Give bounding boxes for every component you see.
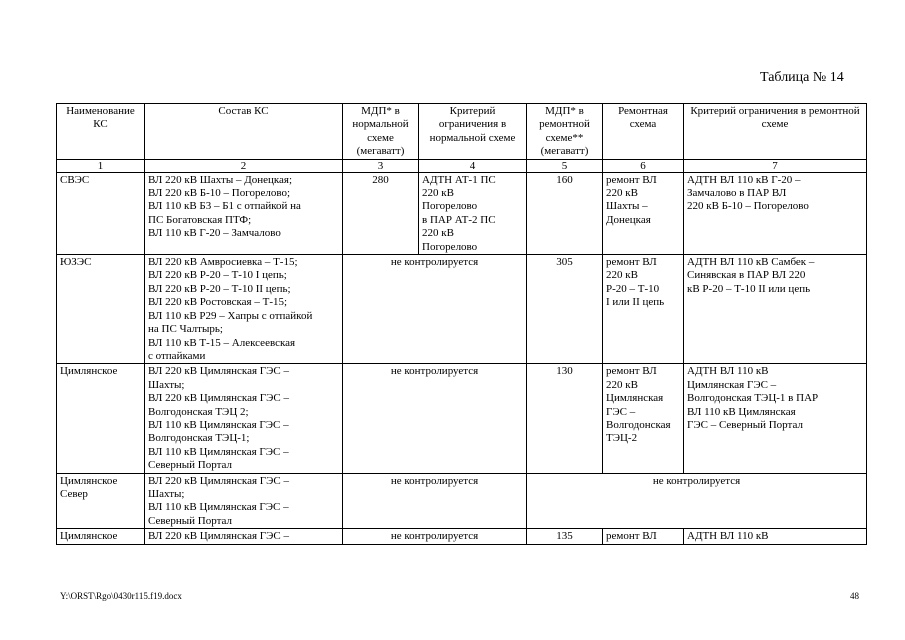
- cell-line: Волгодонская ТЭЦ-1;: [148, 432, 250, 445]
- ks-composition: [145, 473, 343, 529]
- cell-line: Шахты –: [606, 200, 648, 213]
- table-row: [57, 473, 867, 529]
- cell-line: I или II цепь: [606, 296, 665, 309]
- table-row: [57, 364, 867, 473]
- cell-line: ГЭС –: [606, 405, 636, 418]
- repair-scheme: [603, 255, 684, 364]
- ks-composition: [145, 529, 343, 544]
- cell-line: ВЛ 110 кВ Цимлянская ГЭС –: [148, 445, 289, 458]
- criterion-repair: [684, 172, 867, 254]
- cell-line: ТЭЦ-2: [606, 432, 638, 445]
- mdp-repair: 305: [527, 255, 603, 364]
- cell-line: ВЛ 220 кВ Р-20 – Т-10 II цепь;: [148, 282, 291, 295]
- cell-line: Р-20 – Т-10: [606, 282, 660, 295]
- cell-line: кВ Р-20 – Т-10 II или цепь: [687, 282, 811, 295]
- cell-line: ВЛ 110 кВ Т-15 – Алексеевская: [148, 336, 296, 349]
- header-repair-scheme: Ремонтная схема: [603, 104, 684, 160]
- normal-not-controlled: не контролируется: [343, 529, 527, 544]
- cell-line: ВЛ 220 кВ Р-20 – Т-10 I цепь;: [148, 269, 287, 282]
- cell-line: Северный Портал: [148, 514, 232, 527]
- ks-name: Цимлянское: [57, 529, 145, 544]
- ks-name: Цимлянское: [57, 364, 145, 473]
- cell-line: Волгодонская: [606, 418, 671, 431]
- cell-line: с отпайками: [148, 349, 206, 362]
- mdp-repair: 160: [527, 172, 603, 254]
- cell-line: АДТН ВЛ 110 кВ Самбек –: [687, 256, 815, 269]
- cell-line: Замчалово в ПАР ВЛ: [687, 187, 787, 200]
- criterion-repair: [684, 255, 867, 364]
- cell-line: АДТН АТ-1 ПС: [422, 173, 496, 186]
- normal-not-controlled: не контролируется: [343, 473, 527, 529]
- cell-line: 220 кВ: [422, 227, 454, 240]
- cell-line: ремонт ВЛ: [606, 365, 657, 378]
- criterion-repair: [684, 364, 867, 473]
- normal-not-controlled: не контролируется: [343, 255, 527, 364]
- header-criterion-repair: Критерий ограничения в ремонтной схеме: [684, 104, 867, 160]
- cell-line: 220 кВ: [606, 269, 638, 282]
- ks-name: СВЭС: [57, 172, 145, 254]
- ks-composition: [145, 172, 343, 254]
- mdp-normal: 280: [343, 172, 419, 254]
- table-row: [57, 172, 867, 254]
- cell-line: 220 кВ: [422, 187, 454, 200]
- ks-composition: [145, 364, 343, 473]
- column-number-row: [57, 159, 867, 172]
- cell-line: на ПС Чалтырь;: [148, 323, 223, 336]
- cell-line: Шахты;: [148, 487, 185, 500]
- column-number: 3: [343, 159, 419, 172]
- column-number: 5: [527, 159, 603, 172]
- cell-line: ВЛ 110 кВ Р29 – Хапры с отпайкой: [148, 309, 313, 322]
- cell-line: 220 кВ Б-10 – Погорелово: [687, 200, 809, 213]
- table-container: [56, 103, 868, 583]
- repair-scheme: [603, 529, 684, 544]
- header-criterion-normal: Критерий ограничения в нормальной схеме: [419, 104, 527, 160]
- cell-line: ВЛ 220 кВ Цимлянская ГЭС –: [148, 530, 289, 543]
- header-name: Наименование КС: [57, 104, 145, 160]
- cell-line: Погорелово: [422, 200, 478, 213]
- cell-line: ремонт ВЛ: [606, 256, 657, 269]
- cell-line: ВЛ 110 кВ Цимлянская: [687, 405, 796, 418]
- repair-not-controlled: не контролируется: [527, 473, 867, 529]
- data-table: [56, 103, 867, 545]
- table-row: [57, 529, 867, 544]
- header-row: [57, 104, 867, 160]
- cell-line: Волгодонская ТЭЦ-1 в ПАР: [687, 392, 819, 405]
- header-composition: Состав КС: [145, 104, 343, 160]
- normal-not-controlled: не контролируется: [343, 364, 527, 473]
- cell-line: Шахты;: [148, 378, 185, 391]
- cell-line: Цимлянская ГЭС –: [687, 378, 777, 391]
- cell-line: в ПАР АТ-2 ПС: [422, 213, 496, 226]
- table-title: Таблица № 14: [760, 70, 844, 85]
- cell-line: 220 кВ: [606, 378, 638, 391]
- mdp-repair: 130: [527, 364, 603, 473]
- criterion-normal: [419, 172, 527, 254]
- page-number: 48: [850, 591, 859, 601]
- ks-name: Цимлянское Север: [57, 473, 145, 529]
- cell-line: ВЛ 220 кВ Б-10 – Погорелово;: [148, 187, 291, 200]
- cell-line: АДТН ВЛ 110 кВ: [687, 365, 769, 378]
- cell-line: Северный Портал: [148, 459, 232, 472]
- table-row: [57, 255, 867, 364]
- cell-line: Волгодонская ТЭЦ 2;: [148, 405, 249, 418]
- cell-line: Погорелово: [422, 240, 478, 253]
- cell-line: ВЛ 110 кВ Цимлянская ГЭС –: [148, 501, 289, 514]
- cell-line: ВЛ 220 кВ Цимлянская ГЭС –: [148, 392, 289, 405]
- cell-line: ВЛ 220 кВ Ростовская – Т-15;: [148, 296, 288, 309]
- mdp-repair: 135: [527, 529, 603, 544]
- criterion-repair: [684, 529, 867, 544]
- cell-line: ПС Богатовская ПТФ;: [148, 213, 252, 226]
- cell-line: ВЛ 220 кВ Амвросиевка – Т-15;: [148, 256, 298, 269]
- cell-line: Синявская в ПАР ВЛ 220: [687, 269, 806, 282]
- cell-line: АДТН ВЛ 110 кВ: [687, 530, 769, 543]
- cell-line: ВЛ 110 кВ Цимлянская ГЭС –: [148, 418, 289, 431]
- cell-line: Цимлянская: [606, 392, 664, 405]
- cell-line: 220 кВ: [606, 187, 638, 200]
- header-mdp-repair: МДП* в ремонтной схеме** (мегаватт): [527, 104, 603, 160]
- cell-line: Донецкая: [606, 213, 651, 226]
- cell-line: ГЭС – Северный Портал: [687, 418, 803, 431]
- cell-line: ВЛ 220 кВ Цимлянская ГЭС –: [148, 365, 289, 378]
- column-number: 2: [145, 159, 343, 172]
- column-number: 7: [684, 159, 867, 172]
- column-number: 6: [603, 159, 684, 172]
- cell-line: ремонт ВЛ: [606, 530, 657, 543]
- cell-line: ВЛ 110 кВ Б3 – Б1 с отпайкой на: [148, 200, 301, 213]
- cell-line: ремонт ВЛ: [606, 173, 657, 186]
- footer-file-path: Y:\ORST\Rgo\0430r115.f19.docx: [60, 591, 182, 601]
- cell-line: ВЛ 220 кВ Шахты – Донецкая;: [148, 173, 293, 186]
- cell-line: ВЛ 110 кВ Г-20 – Замчалово: [148, 227, 281, 240]
- cell-line: ВЛ 220 кВ Цимлянская ГЭС –: [148, 474, 289, 487]
- repair-scheme: [603, 172, 684, 254]
- ks-composition: [145, 255, 343, 364]
- ks-name: ЮЗЭС: [57, 255, 145, 364]
- column-number: 1: [57, 159, 145, 172]
- column-number: 4: [419, 159, 527, 172]
- repair-scheme: [603, 364, 684, 473]
- header-mdp-normal: МДП* в нормальной схеме (мегаватт): [343, 104, 419, 160]
- cell-line: АДТН ВЛ 110 кВ Г-20 –: [687, 173, 801, 186]
